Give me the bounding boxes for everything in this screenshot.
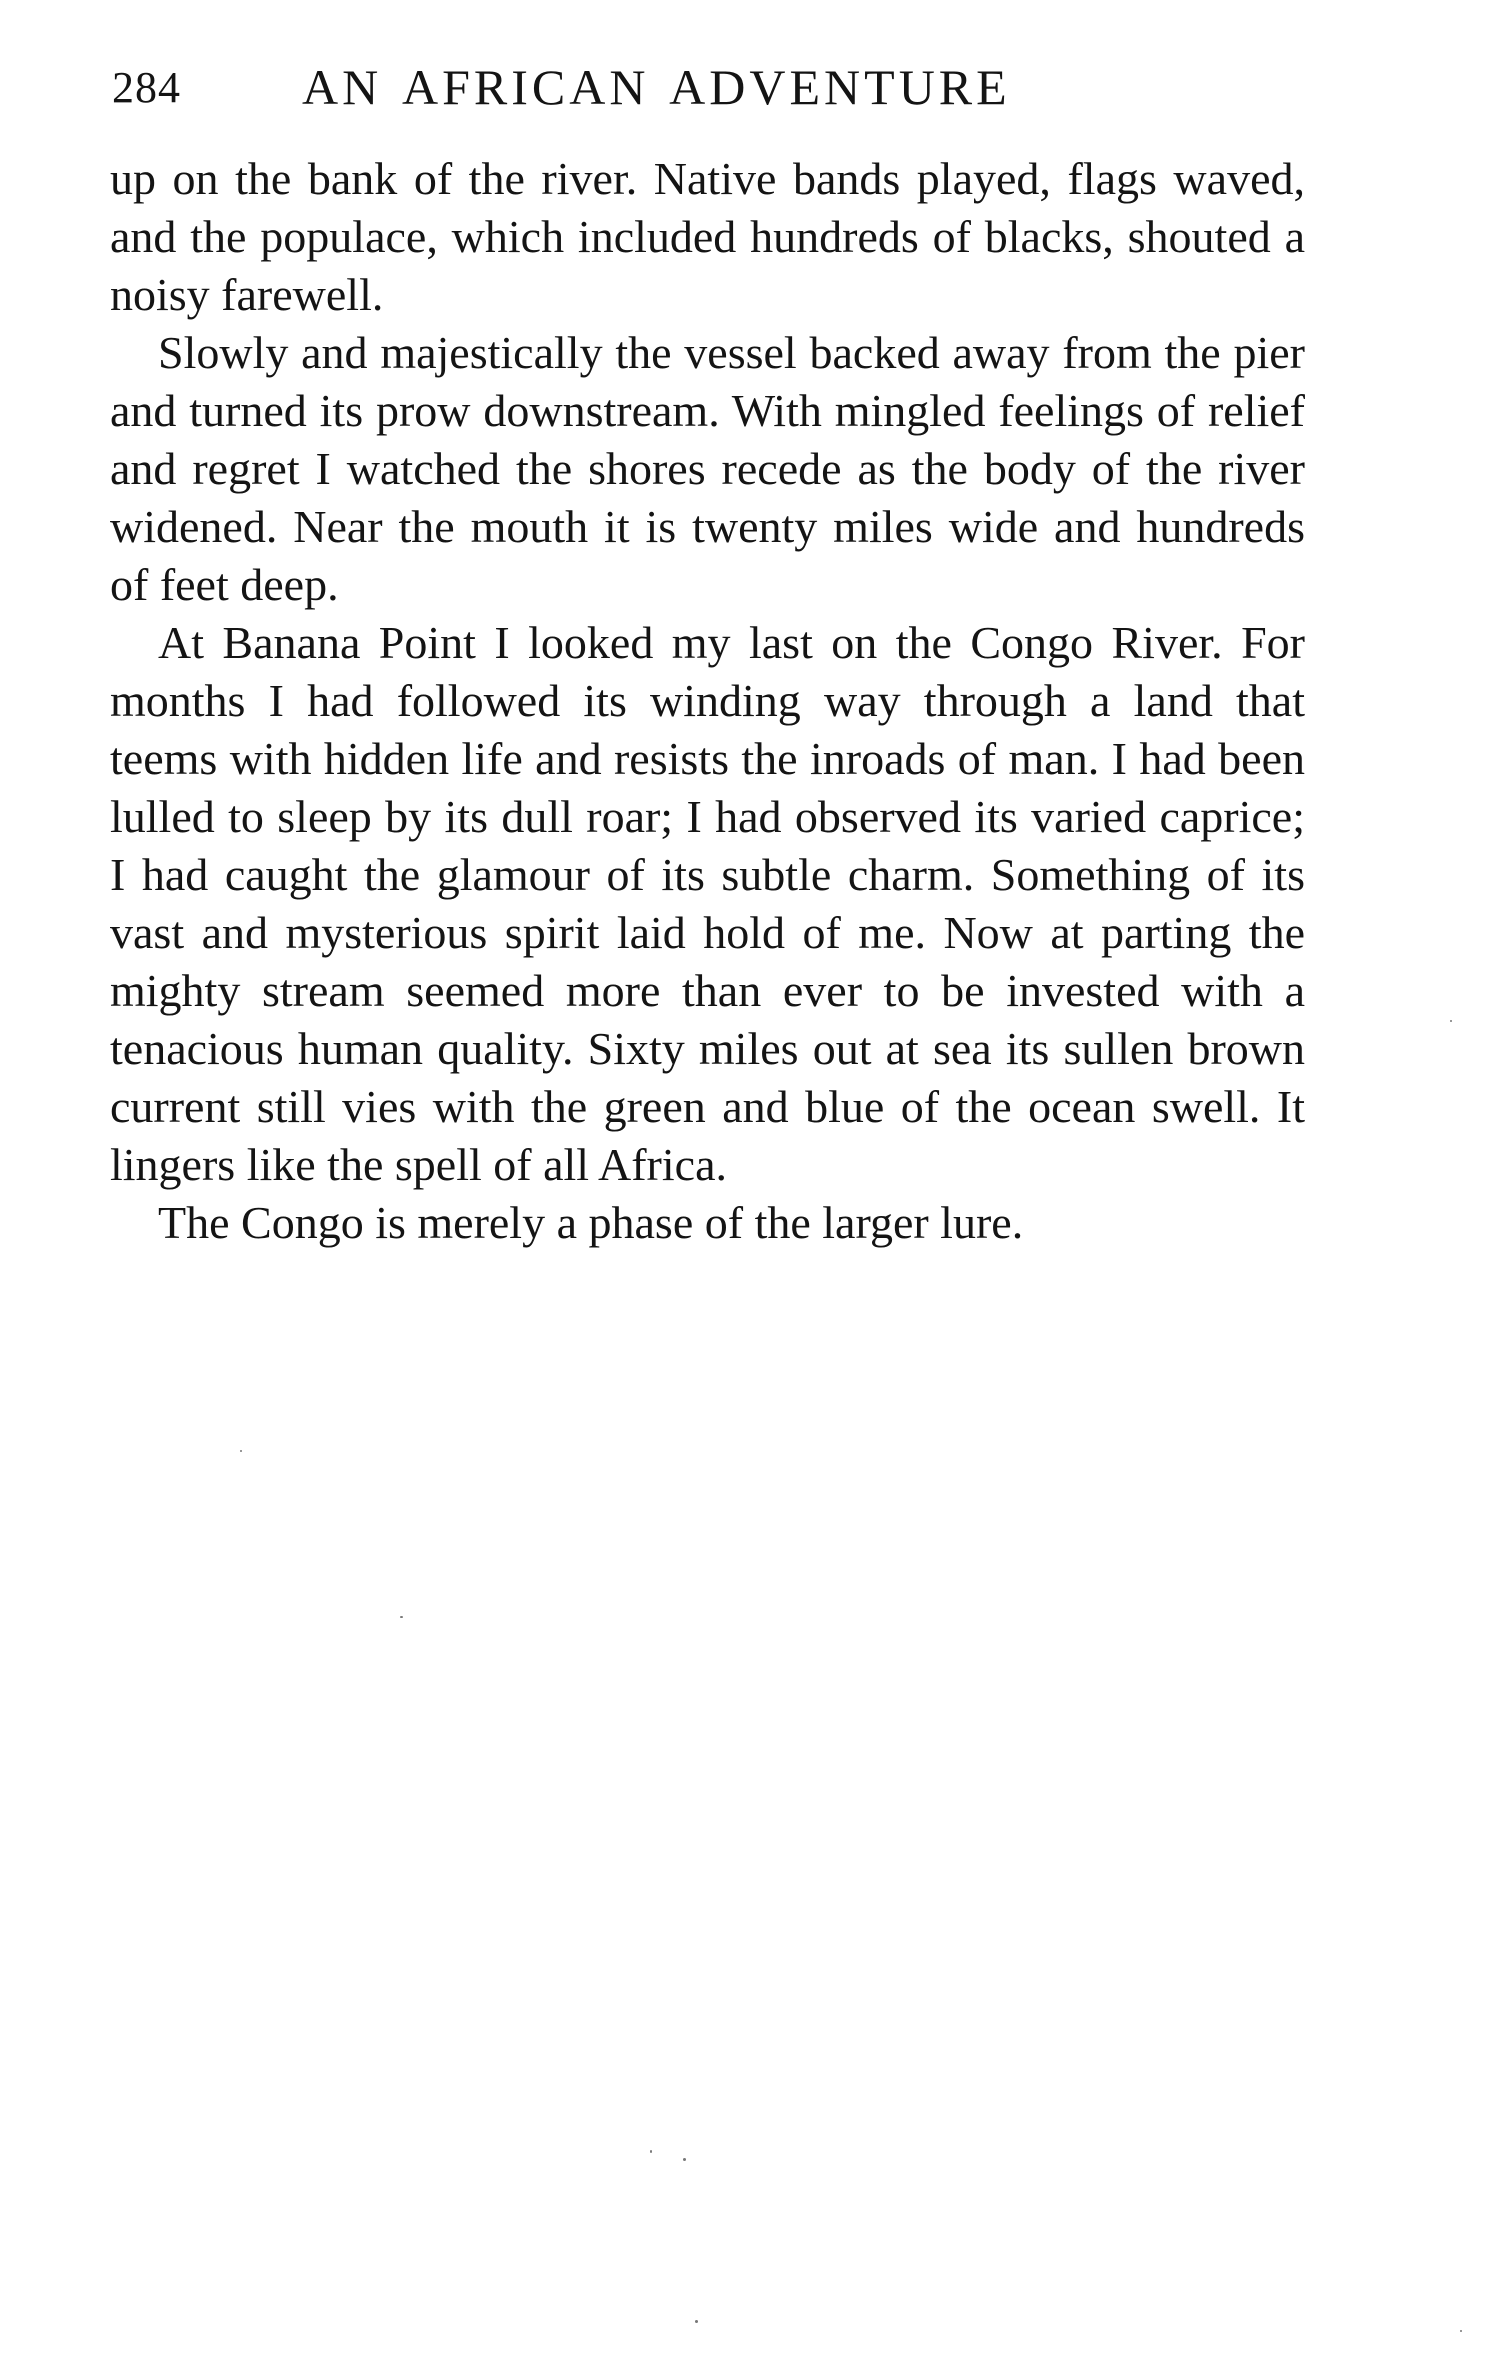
running-head	[112, 52, 1302, 132]
scan-speck	[695, 2320, 698, 2323]
scan-speck	[400, 1616, 403, 1618]
page-number: 284	[112, 63, 181, 112]
paragraph-banana-point: At Banana Point I looked my last on the Congo River. For months I had followed its winding way through a land that teems with hidden life and resists the inroads of man. I had been lulled to sleep by its dull roar; I had observed its varied caprice; I had caught the glamour of its subtle charm. Something of its vast and mysterious spirit laid hold of me. Now at parting the mighty stream seemed more than ever to be invested with a tenacious human quality. Sixty miles out at sea its sullen brown current still vies with the green and blue of the ocean swell. It lingers like the spell of all Africa.	[110, 617, 1305, 1190]
scan-speck	[650, 2150, 652, 2153]
paragraph-continued: up on the bank of the river. Native bands played, flags waved, and the populace, which included hundreds of blacks, shouted a noisy farewell.	[110, 153, 1305, 320]
scan-speck	[1460, 2330, 1462, 2332]
paragraph-departure: Slowly and majestically the vessel backed away from the pier and turned its prow downstream. With mingled feelings of relief and regret I watched the shores recede as the body of the river widened. Near the mouth it is twenty miles wide and hundreds of feet deep.	[110, 327, 1305, 610]
running-title: AN AFRICAN ADVENTURE	[302, 59, 1011, 115]
scan-speck	[1450, 1020, 1452, 1022]
paragraph-closing: The Congo is merely a phase of the larger lure.	[158, 1197, 1024, 1248]
scan-speck	[240, 1450, 242, 1452]
body-text	[110, 150, 1305, 1252]
scan-speck	[683, 2158, 686, 2161]
